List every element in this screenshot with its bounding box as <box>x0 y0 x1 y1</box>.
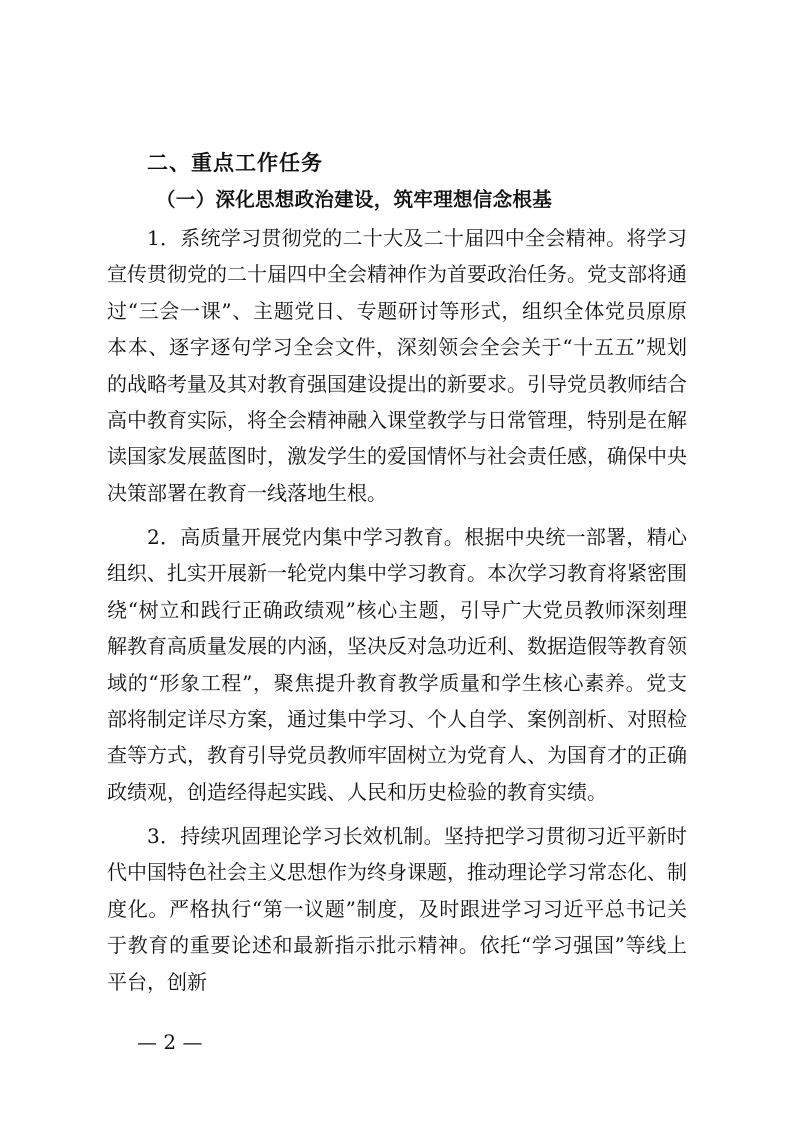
page-number: — 2 — <box>137 1030 203 1054</box>
paragraph-3: 3．持续巩固理论学习长效机制。坚持把学习贯彻习近平新时代中国特色社会主义思想作为终身课题，推动理论学习常态化、制度化。严格执行“第一议题”制度，及时跟进学习习近平总书记关于教育的重要论述和最新指示批示精神。依托“学习强国”等线上平台，创新 <box>107 824 687 994</box>
paragraph-2: 2．高质量开展党内集中学习教育。根据中央统一部署，精心组织、扎实开展新一轮党内集中学习教育。本次学习教育将紧密围绕“树立和践行正确政绩观”核心主题，引导广大党员教师深刻理解教育高质量发展的内涵，坚决反对急功近利、数据造假等教育领域的“形象工程”，聚焦提升教育教学质量和学生核心素养。党支部将制定详尽方案，通过集中学习、个人自学、案例剖析、对照检查等方式，教育引导党员教师牢固树立为党育人、为国育才的正确政绩观，创造经得起实践、人民和历史检验的教育实绩。 <box>107 525 687 804</box>
subsection-heading: （一）深化思想政治建设，筑牢理想信念根基 <box>156 188 553 211</box>
section-heading: 二、重点工作任务 <box>147 151 323 175</box>
paragraph-1: 1．系统学习贯彻党的二十大及二十届四中全会精神。将学习宣传贯彻党的二十届四中全会精神作为首要政治任务。党支部将通过“三会一课”、主题党日、专题研讨等形式，组织全体党员原原本本、逐字逐句学习全会文件，深刻领会全会关于“十五五”规划的战略考量及其对教育强国建设提出的新要求。引导党员教师结合高中教育实际，将全会精神融入课堂教学与日常管理，特别是在解读国家发展蓝图时，激发学生的爱国情怀与社会责任感，确保中央决策部署在教育一线落地生根。 <box>107 226 687 505</box>
